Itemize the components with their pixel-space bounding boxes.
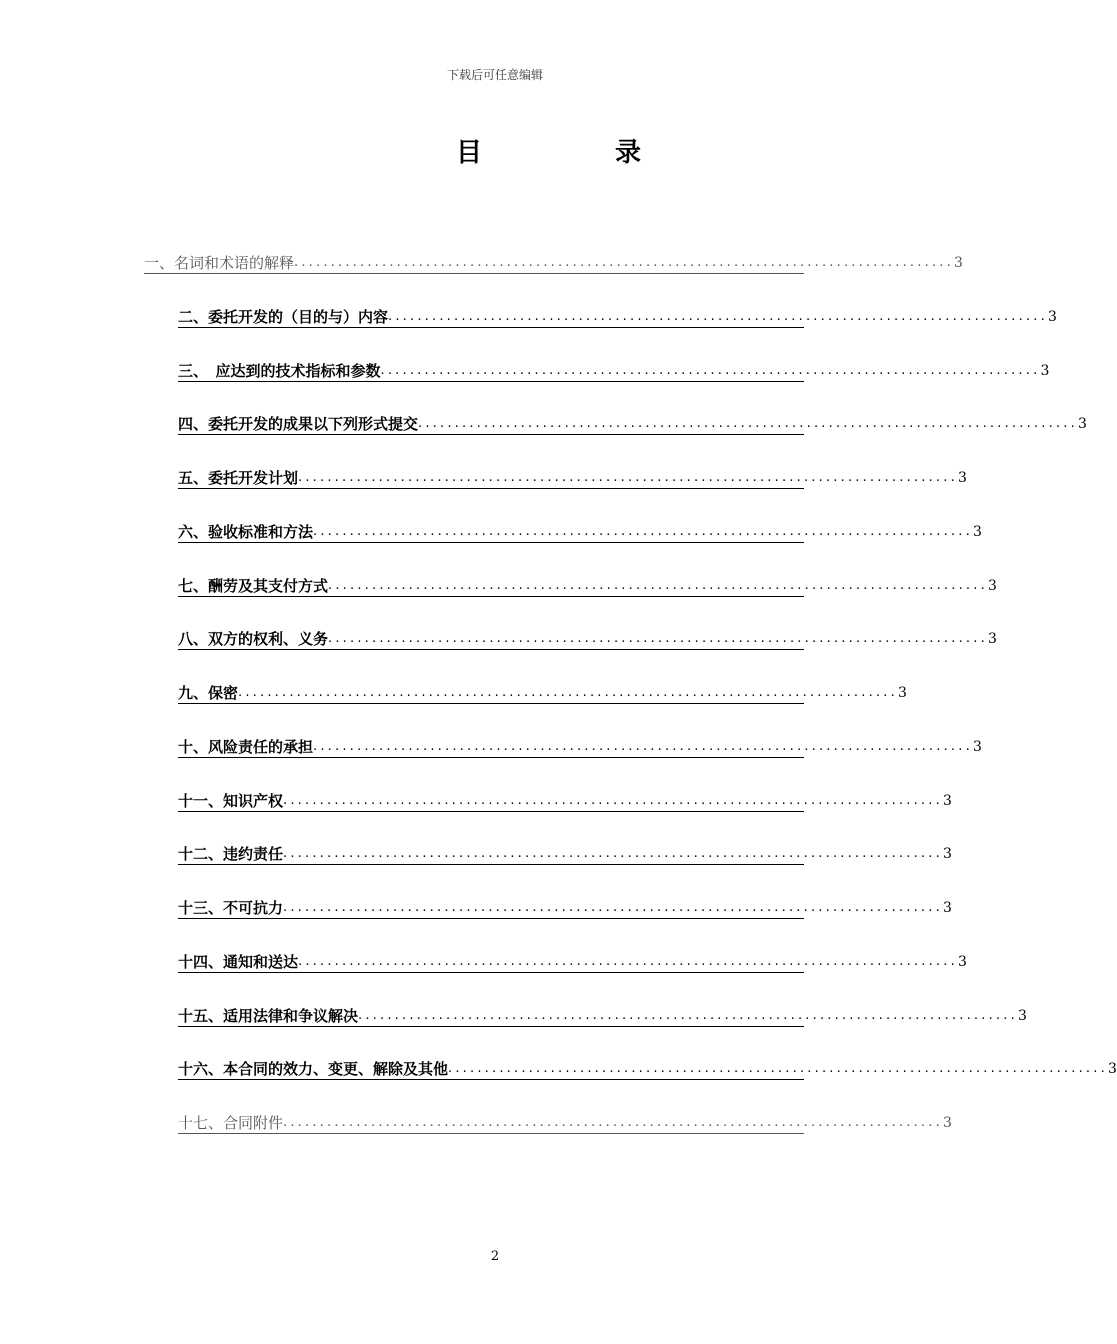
toc-entry-label: 十四、通知和送达 — [178, 952, 299, 971]
toc-entry-page: 3 — [942, 792, 952, 809]
toc-entry-underline — [178, 1026, 804, 1027]
toc-entry-underline — [178, 434, 804, 435]
toc-entry-underline — [178, 918, 804, 919]
toc-entry-label: 一、名词和术语的解释 — [144, 254, 295, 272]
toc-entry[interactable] — [178, 465, 967, 489]
toc-entry-label: 六、验收标准和方法 — [178, 522, 314, 541]
toc-entry[interactable] — [178, 358, 1050, 382]
toc-entry-leader: .......................................................................................... — [283, 792, 943, 808]
toc-entry-page: 3 — [1017, 1007, 1027, 1024]
toc-entry-page: 3 — [957, 953, 967, 970]
toc-entry-underline — [178, 811, 804, 812]
toc-entry-page: 3 — [942, 900, 952, 916]
toc-entry-underline — [178, 1133, 804, 1134]
toc-entry-underline — [178, 488, 804, 489]
toc-entry-label: 二、委托开发的（目的与）内容 — [178, 307, 389, 326]
toc-entry-label: 十三、不可抗力 — [178, 899, 284, 917]
toc-entry-leader: .......................................................................................... — [380, 362, 1041, 378]
toc-entry[interactable] — [178, 895, 952, 919]
toc-entry-leader: .......................................................................................... — [294, 255, 954, 270]
toc-entry-page: 3 — [953, 255, 963, 271]
toc-entry-leader: .......................................................................................... — [328, 577, 988, 593]
page-title: 目 录 — [456, 138, 704, 168]
toc-entry-label: 五、委托开发计划 — [178, 469, 299, 487]
toc-entry-page: 3 — [972, 738, 982, 755]
toc-entry-label: 十二、违约责任 — [178, 845, 284, 864]
toc-entry-underline — [144, 273, 804, 274]
toc-entry-page: 3 — [987, 631, 997, 648]
toc-entry-leader: .......................................................................................... — [298, 470, 958, 485]
toc-entry-page: 3 — [942, 846, 952, 863]
toc-entry-label: 十一、知识产权 — [178, 791, 284, 810]
toc-entry-underline — [178, 703, 804, 704]
toc-entry-label: 十七、合同附件 — [178, 1114, 284, 1132]
toc-entry-label: 十六、本合同的效力、变更、解除及其他 — [178, 1060, 449, 1079]
toc-entry[interactable] — [178, 788, 952, 812]
toc-entry-leader: .......................................................................................... — [358, 1007, 1018, 1023]
toc-entry-underline — [178, 757, 804, 758]
toc-entry-underline — [178, 596, 804, 597]
toc-entry-leader: .......................................................................................... — [388, 308, 1048, 324]
toc-entry-underline — [178, 327, 804, 328]
toc-entry[interactable] — [178, 519, 982, 543]
toc-entry[interactable] — [178, 304, 1057, 328]
toc-entry-page: 3 — [972, 523, 982, 540]
page-number: 2 — [490, 1249, 500, 1264]
toc-entry[interactable] — [144, 250, 963, 274]
toc-entry-underline — [178, 649, 804, 650]
toc-entry-leader: .......................................................................................... — [283, 900, 943, 915]
toc-entry-leader: .......................................................................................... — [448, 1061, 1108, 1077]
toc-entry-label: 八、双方的权利、义务 — [178, 630, 329, 649]
toc-entry-underline — [178, 972, 804, 973]
toc-entry[interactable] — [178, 411, 1087, 435]
toc-entry-page: 3 — [897, 685, 907, 701]
toc-entry-underline — [178, 864, 804, 865]
toc-entry[interactable] — [178, 734, 982, 758]
toc-entry[interactable] — [178, 1056, 1117, 1080]
toc-entry-leader: .......................................................................................... — [313, 523, 973, 539]
toc-entry-page: 3 — [957, 470, 967, 486]
toc-entry-page: 3 — [1047, 308, 1057, 325]
toc-entry[interactable] — [178, 949, 967, 973]
toc-entry-label: 四、委托开发的成果以下列形式提交 — [178, 415, 419, 434]
toc-entry-label: 十、风险责任的承担 — [178, 737, 314, 756]
toc-entry[interactable] — [178, 680, 907, 704]
toc-entry-leader: .......................................................................................... — [328, 631, 988, 647]
toc-entry-leader: .......................................................................................... — [238, 685, 898, 700]
toc-entry[interactable] — [178, 626, 997, 650]
toc-entry-underline — [178, 381, 804, 382]
toc-entry-page: 3 — [1040, 362, 1050, 379]
toc-entry-leader: .......................................................................................... — [418, 416, 1078, 432]
toc-entry-leader: .......................................................................................... — [283, 846, 943, 862]
toc-entry-underline — [178, 542, 804, 543]
toc-entry[interactable] — [178, 573, 997, 597]
toc-entry-leader: .......................................................................................... — [298, 953, 958, 969]
header-note: 下载后可任意编辑 — [446, 68, 543, 82]
toc-entry-label: 七、酬劳及其支付方式 — [178, 576, 329, 595]
toc-entry-label: 三、 应达到的技术指标和参数 — [178, 361, 381, 380]
toc-entry-underline — [178, 1079, 804, 1080]
toc-entry-page: 3 — [1107, 1061, 1117, 1078]
toc-entry-label: 九、保密 — [178, 684, 239, 702]
toc-entry-page: 3 — [987, 577, 997, 594]
toc-entry[interactable] — [178, 1003, 1027, 1027]
toc-entry[interactable] — [178, 841, 952, 865]
toc-entry[interactable] — [178, 1110, 952, 1134]
toc-entry-leader: .......................................................................................... — [283, 1115, 943, 1130]
toc-entry-label: 十五、适用法律和争议解决 — [178, 1006, 359, 1025]
toc-entry-page: 3 — [1077, 416, 1087, 433]
toc-entry-page: 3 — [942, 1115, 952, 1131]
toc-entry-leader: .......................................................................................... — [313, 738, 973, 754]
